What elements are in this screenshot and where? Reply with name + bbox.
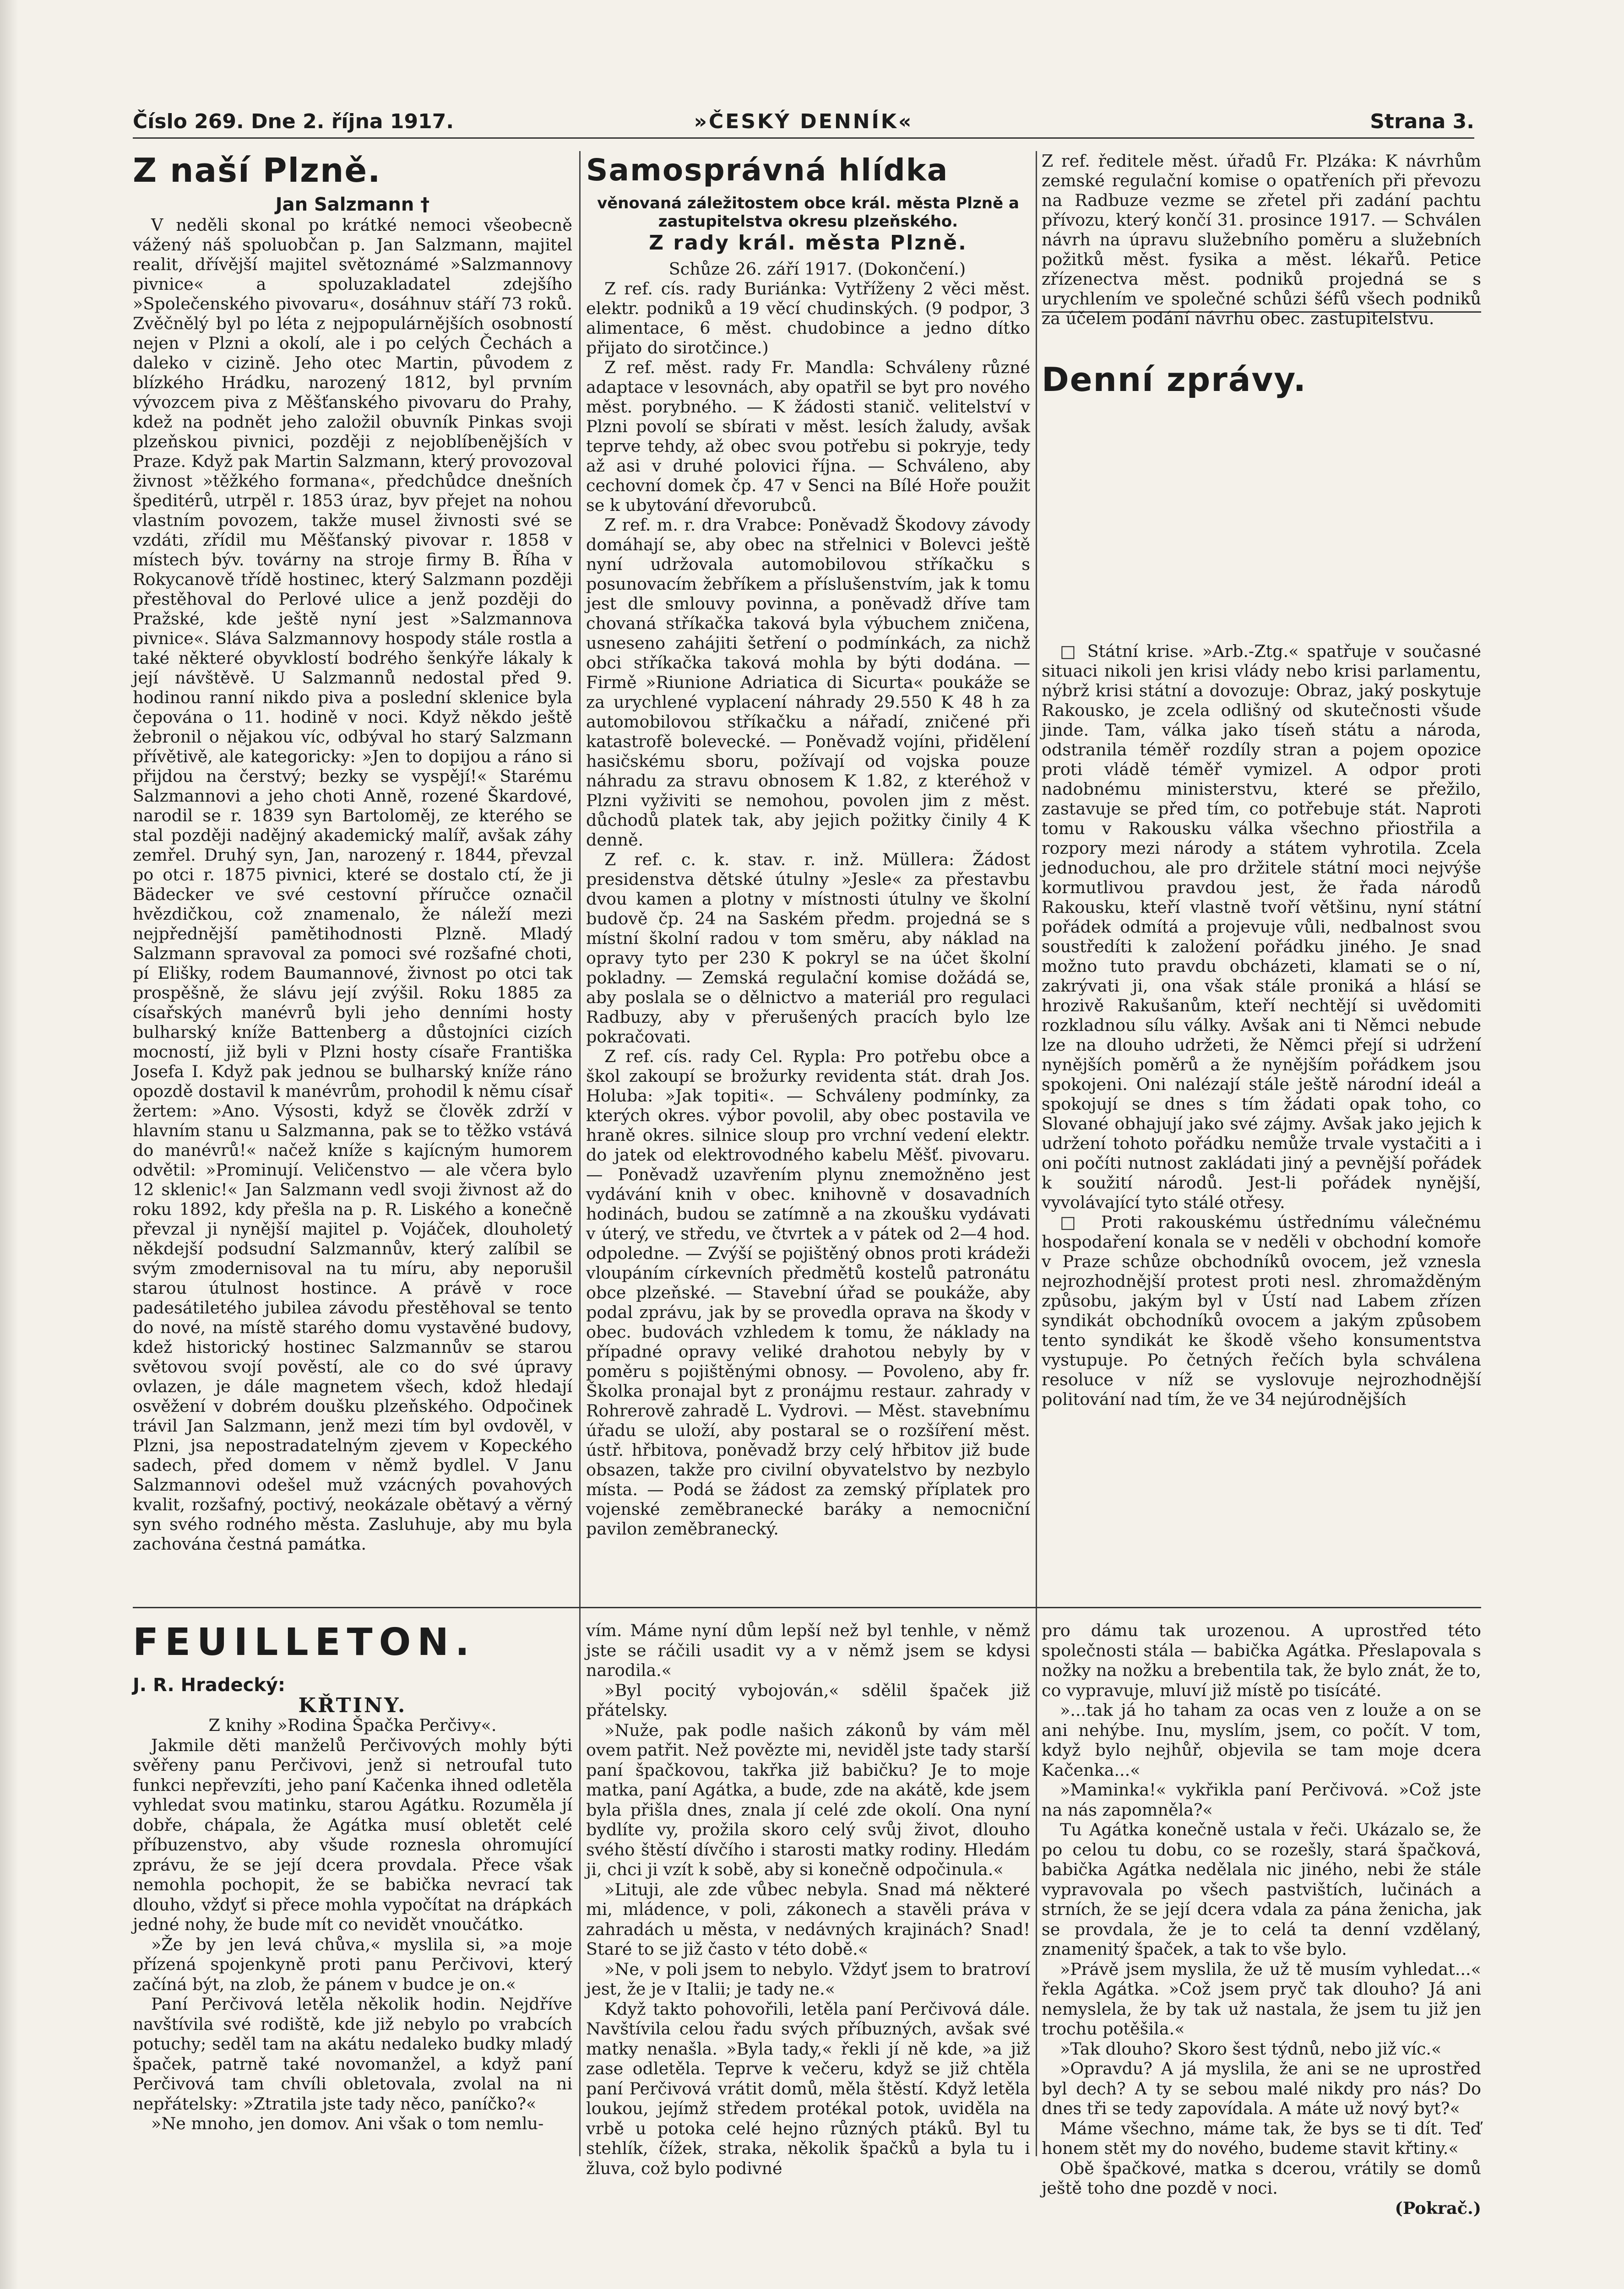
story-paragraph: pro dámu tak urozenou. A uprostřed této společnosti stála — babička Agátka. Přeslapovala s nožky na nožku a brebentila tak, že bylo znát, že to, co vypravuje, mluví již místě po tisícáté. xyxy=(1042,1621,1481,1700)
story-paragraph: Paní Perčivová letěla několik hodin. Nejdříve navštívila své rodiště, kde již nebylo po vrabcích potuchy; seděl tam na akátu nedaleko budky mladý špaček, patrně také novomanžel, a když paní Perčivová tam chvíli obletovala, zvolal na ni nepřátelsky: »Ztratila jste tady něco, paníčko?« xyxy=(133,1994,572,2114)
column-daily-news xyxy=(1042,151,1481,1595)
story-paragraph: »Tak dlouho? Skoro šest týdnů, nebo již víc.« xyxy=(1060,2039,1442,2059)
story-paragraph: »Že by jen levá chůva,« myslila si, »a moje přízená spojenkyně proti panu Perčivovi, který začíná být, na zlob, že pánem v budce je on.« xyxy=(133,1934,572,1994)
story-paragraph: »Opravdu? A já myslila, že ani se ne uprostřed byl dech? A ty se sebou malé nikdy pro nás? Do dnes tři se tedy zapovídala. A máte už nový byt?« xyxy=(1042,2059,1481,2118)
story-paragraph: Jakmile děti manželů Perčivových mohly býti svěřeny panu Perčivovi, jenž si netroufal tuto funkci nepřevzíti, jeho paní Kačenka ihned odletěla vyhledat svou matinku, starou Agátku. Rozuměla jí dobře, chápala, že Agátka musí obletět celé příbuzenstvo, aby všude roznesla ohromující zprávu, že se její dcera provdala. Přece však nemohla pochopit, že se babička nevrací tak dlouho, vždyť si přece mohla vypočítat na drápkách jedné nohy, že bude mít co nevidět vnoučátko. xyxy=(133,1735,572,1934)
story-paragraph: »Lituji, ale zde vůbec nebyla. Snad má některé mi, mládence, v poli, zákonech a stavěli práva v zahradách u města, v nedávných krajinách? Snad! Staré to se již často v této době.« xyxy=(586,1879,1030,1959)
story-paragraph: »...tak já ho taham za ocas ven z louže a on se ani nehýbe. Inu, myslím, jsem, co počít. V tom, když bylo nejhůř, objevila se tam moje dcera Kačenka...« xyxy=(1042,1700,1481,1780)
story-paragraph: »Právě jsem myslila, že už tě musím vyhledat...« řekla Agátka. »Což jsem pryč tak dlouho? Já ani nemyslela, že by tak už nastala, že jsem tu již jen trochu potěšila.« xyxy=(1042,1959,1481,2039)
report-paragraph: Z ref. cís. rady Cel. Rypla: Pro potřebu obce a škol zakoupí se brožurky revidenta stát. drah Jos. Holuba: »Jak topiti«. — Schváleny podmínky, za kterých okres. výbor povolil, aby obec postavila ve hraně okres. silnice sloup pro vrchní vedení elektr. do jatek od elektrovodného kabelu Měšť. pivovaru. — Poněvadž uzavřením plynu znemožněno jest vydávání knih v obec. knihovně v dosavadních hodinách, budou se zatímně a na zkoušku vydávati v úterý, ve středu, ve čtvrtek a v pátek od 2—4 hod. odpoledne. — Zvýší se pojištěný obnos proti krádeži vloupáním církevních předmětů kostelů patronátu obce plzeňské. — Stavební úřad se poukáže, aby podal zprávu, jak by se provedla oprava na škody v obec. budovách vzhledem k tomu, že náklady na případné opravy veliké drahotou nebyly by v poměru s pojištěnými obnosy. — Povoleno, aby fr. Školka pronajal byt z pronájmu restaur. zahrady v Rohrerově zahradě L. Vydrovi. — Měst. stavebnímu úřadu se uloží, aby postaral se o rozšíření měst. ústř. hřbitova, poněvadž brzy celý hřbitov již bude obsazen, takže pro civilní obyvatelstvo by nezbylo místa. — Podá se žádost za zemský příplatek pro vojenské zeměbranecké baráky a nemocniční pavilon zeměbranecký. xyxy=(586,1047,1030,1539)
feuilleton-column-1 xyxy=(133,1676,572,2152)
story-title: KŘTINY. xyxy=(298,1693,407,1717)
story-paragraph: Tu Agátka konečně ustala v řeči. Ukázalo se, že po celou tu dobu, co se rozešly, stará špačková, babička Agátka nedělala nic jiného, nebi že stále vypravovala po všech pastvištích, lučinách a strních, že se její dcera vdala za pána ženicha, jak se provdala, že je to celá ta denní vzdělaný, znamenitý špaček, a tak to vše bylo. xyxy=(1042,1820,1481,1959)
page-edge xyxy=(0,0,18,2289)
story-paragraph: Obě špačkové, matka s dcerou, vrátily se domů ještě toho dne pozdě v noci. xyxy=(1042,2158,1481,2198)
council-heading: Z rady král. města Plzně. xyxy=(649,231,967,255)
page-number: Strana 3. xyxy=(1370,110,1474,133)
column-rule-1 xyxy=(579,151,581,2156)
feuilleton-rule xyxy=(133,1607,1481,1608)
report-paragraph: Z ref. c. k. stav. r. inž. Müllera: Žádost presidenstva dětské útulny »Jesle« za přestavbu dvou kamen a plotny v místnosti útulny ve školní budově čp. 24 na Saském předm. projedná se s místní školní radou v tom směru, aby náklad na opravy tyto per 230 K pokryl se na účet školní pokladny. — Zemská regulační komise dožádá se, aby poslala se o dělnictvo a materiál pro regulaci Radbuzy, aby v přerušených pracích bylo lze pokračovati. xyxy=(586,850,1030,1047)
obituary-heading: Jan Salzmann † xyxy=(275,194,430,215)
section-subtitle: věnovaná záležitostem obce král. města Plzně a zastupitelstva okresu plzeňského. xyxy=(597,194,1019,231)
issue-date: Číslo 269. Dne 2. října 1917. xyxy=(133,110,454,133)
report-paragraph: Z ref. cís. rady Buriánka: Vytříženy 2 věci měst. elektr. podniků a 19 věcí chudinských. (9 podpor, 3 alimentace, 6 měst. chudobince a jedno dítko přijato do sirotčince.) xyxy=(586,279,1030,358)
story-paragraph: »Byl pocitý vybojován,« sdělil špaček již přátelsky. xyxy=(586,1680,1030,1720)
obituary-text: V neděli skonal po krátké nemoci všeobecně vážený náš spoluobčan p. Jan Salzmann, majitel realit, dřívější majitel světoznámé »Salzmannovy pivnice« a spoluzakladatel zdejšího »Společenského pivovaru«, dosáhnuv stáří 73 roků. Zvěčnělý byl po léta z nejpopulárnějších osobností nejen v Plzni a okolí, ale i po celých Čechách a daleko v cizině. Jeho otec Martin, původem z blízkého Hrádku, narozený 1812, byl prvním vývozcem piva z Měšťanského pivovaru do Prahy, kdež na podnět jeho založil obuvník Pinkas svoji plzeňskou pivnici, později z nejoblíbenějších v Praze. Když pak Martin Salzmann, který provozoval živnost »těžkého formana«, předchůdce dnešních špeditérů, utrpěl r. 1853 úraz, byv přejet na nohou vlastním povozem, takže musel živnosti své se vzdáti, zřídil mu Měšťanský pivovar r. 1858 v místech býv. továrny na stroje firmy B. Říha v Rokycanově třídě hostinec, který Salzmann později přestěhoval do Perlové ulice a jenž později do Pražské, kde ještě nyní jest »Salzmannova pivnice«. Sláva Salzmannovy hospody stále rostla a také některé obyvklostí bodrého šenkýře lákaly k její návštěvě. U Salzmannů nedostal před 9. hodinou ranní nikdo piva a poslední sklenice byla čepována o 11. hodině v noci. Když někdo ještě žebronil o nějakou víc, odbýval ho starý Salzmann přívětivě, ale kategoricky: »Jen to dopijou a ráno si přijdou na čerstvý; bezky se vyspějí!« Starému Salzmannovi a jeho choti Anně, rozené Škardové, narodil se r. 1839 syn Bartoloměj, ze kterého se stal později nadějný akademický malíř, avšak záhy zemřel. Druhý syn, Jan, narozený r. 1844, převzal po otci r. 1875 pivnici, které se dostalo ctí, že ji Bädecker ve své cestovní příručce označil hvězdičkou, což znamenalo, že náleží mezi nejpřednější pamětihodnosti Plzně. Mladý Salzmann spravoval za pomoci své rozšafné choti, pí Elišky, rodem Baumannové, živnost po otci tak prospěšně, že slávu její zvýšil. Roku 1885 za císařských manévrů byli jeho denními hosty bulharský kníže Battenberg a důstojníci cizích mocností, již byli v Plzni hosty císaře Františka Josefa I. Když pak jednou se bulharský kníže ráno opozdě dostavil k manévrům, prohodil k němu císař žertem: »Ano. Výsosti, když se člověk zdrží v hlavním stanu u Salzmanna, pak se to těžko vstává do manévrů!« načež kníže s kajícným humorem odvětil: »Prominují. Veličenstvo — ale včera bylo 12 sklenic!« Jan Salzmann vedl svoji živnost až do roku 1892, kdy přešla na p. R. Liského a konečně převzal ji nynější majitel p. Vojáček, dlouholetý někdejší podsudní Salzmannův, který zalíbil se svým zmodernisoval na tu míru, aby neporušil starou útulnost hostince. A právě v roce padesátiletého jubilea závodu přestěhoval se tento do nové, na místě starého domu vystavěné budovy, kdež historický hostinec Salzmannův se starou světovou svojí pověstí, ale co do své úpravy ovlazen, je dále magnetem všech, kdož hledají osvěžení v dobrém doušku plzeňského. Odpočinek trávil Jan Salzmann, jenž mezi tím byl ovdověl, v Plzni, jsa nepostradatelným zjevem v Kopeckého sadech, před domem v němž bydlel. V Janu Salzmannovi odešel muž vzácných povahových kvalit, rozšafný, poctivý, neokázale obětavý a věrný syn svého rodného města. Zasluhuje, aby mu byla zachována čestná památka. xyxy=(133,215,572,1554)
news-paragraph: □ Proti rakouskému ústřednímu válečnému hospodaření konala se v neděli v obchodní komoře v Praze schůze obchodníků ovocem, jež vznesla nejrozhodnější protest proti nesl. zhromažděným způsobu, jakým byl v Ústí nad Labem zřízen syndikát obchodníků ovocem a jakým způsobem tento syndikát ke škodě všeho konsumentstva vystupuje. Po četných řečích byla schválena resoluce v níž se vyslovuje nejrozhodnější politování nad tím, že ve 34 nejúrodnějších xyxy=(1042,1212,1481,1409)
story-source: Z knihy »Rodina Špačka Perčivy«. xyxy=(208,1715,497,1735)
story-paragraph: Máme všechno, máme tak, že bys se ti dít. Teď honem stět my do nového, budeme stavit křtiny.« xyxy=(1042,2118,1481,2158)
column-local-news xyxy=(133,151,572,1595)
masthead xyxy=(133,110,1474,139)
story-paragraph: »Ne, v poli jsem to nebylo. Vždyť jsem to bratroví jest, že je v Italii; je tady ne.« xyxy=(586,1959,1030,1999)
feuilleton-column-3 xyxy=(1042,1621,1481,2218)
column-rule-2 xyxy=(1036,151,1037,2156)
report-paragraph: Z ref. měst. rady Fr. Mandla: Schváleny různé adaptace v lesovnách, aby opatřil se byt pro nového měst. porybného. — K žádosti stanič. velitelství v Plzni povolí se sbírati v měst. lesích žaludy, avšak teprve tehdy, až obec svou potřebu si pokryje, tedy až asi v druhé polovici října. — Schváleno, aby cechovní domek čp. 47 v Senci na Bílé Hoře použit se k ubytování dřevorubců. xyxy=(586,358,1030,515)
report-paragraph-continued: Z ref. ředitele měst. úřadů Fr. Plzáka: K návrhům zemské regulační komise o opatřeních při převozu na Radbuze vezme se zřetel při zadání pachtu přívozu, který končí 31. prosince 1917. — Schválen návrh na úpravu služebního poměru a služebních požitků měst. fysika a měst. lékařů. Petice zřízenectva měst. podniků projedná se s urychlením ve společné schůzi šéfů všech podniků za účelem podání návrhu obec. zastupitelstvu. xyxy=(1042,151,1481,328)
continued-note: (Pokrač.) xyxy=(1395,2198,1481,2218)
section-title-plzen: Z naší Plzně. xyxy=(133,151,381,190)
story-paragraph: »Maminka!« vykřikla paní Perčivová. »Což jste na nás zapomněla?« xyxy=(1042,1780,1481,1820)
feuilleton-title: FEUILLETON. xyxy=(133,1621,476,1664)
story-paragraph: vím. Máme nyní dům lepší než byl tenhle, v němž jste se ráčili usadit vy a v němž jsem se kdysi narodila.« xyxy=(586,1621,1030,1680)
news-paragraph: □ Státní krise. »Arb.-Ztg.« spatřuje v současné situaci nikoli jen krisi vlády nebo krisi parlamentu, nýbrž krisi státní a dovozuje: Obraz, jaký poskytuje Rakousko, je zcela odlišný od skutečnosti všude jinde. Tam, válka jako tíseň státu a národa, odstranila téměř rozdíly stran a pojem opozice proti vládě téměř vymizel. A odpor proti nadobnému ministerstvu, které se přežilo, zastavuje se před tím, co potřebuje stát. Naproti tomu v Rakousku válka všechno přiostřila a rozpory mezi národy a státem vyhrotila. Zcela jednoduchou, ale pro držitele státní moci nejvýše kormutlivou pravdou jest, že řada národů Rakousku, kteří vlastně tvoří většinu, nyní státní pořádek odmítá a projevuje vůli, nedbalnost svou soustředíti k založení pořádku jiného. Je snad možno tuto pravdu obcházeti, klamati se o ní, zakrývati ji, ona však stále proniká a hlásí se hrozivě Rakušanům, kteří nechtějí si uvědomiti rozkladnou sílu války. Avšak ani ti Němci nebude lze na dlouho udržeti, že Němci přejí si udržení nynějších poměrů a že nynějším pořádkem jsou spokojeni. Oni nalézají stále ještě národní ideál a spokojují se dnes s tím žádati opak toho, co Slované obhajují jako své zájmy. Avšak jako jejich k udržení tohoto pořádku nemůže trvale vystačiti a i oni počíti nutnost zakládati jiný a pevnější pořádek k soužití národů. Jest-li pořádek nynější, vyvolávající tyto stálé otřesy. xyxy=(1042,641,1481,1212)
story-paragraph: Když takto pohovořili, letěla paní Perčivová dále. Navštívila celou řadu svých příbuzných, avšak své matky nenašla. »Byla tady,« řekli jí ně kde, »a již zase odletěla. Teprve k večeru, když se již chtěla paní Perčivová vrátit domů, měla štěstí. Když letěla loukou, jejímž středem protékal potok, uviděla na vrbě u potoka celé hejno různých ptáků. Byl tu stehlík, čížek, straka, několik špačků a byla tu i žluva, což bylo podivné xyxy=(586,1999,1030,2178)
report-paragraph: Z ref. m. r. dra Vrabce: Poněvadž Škodovy závody domáhají se, aby obec na střelnici v Bolevci ještě nyní udržovala automobilovou stříkačku s posunovacím žebříkem a příslušenstvím, jak k tomu jest dle smlouvy povinna, a poněvadž dříve tam chovaná stříkačka taková byla výbuchem zničena, usneseno zahájiti šetření o podmínkách, za nichž obci stříkačka taková mohla by býti dodána. — Firmě »Riunione Adriatica di Sicurta« poukáže se za urychlené vyplacení náhrady 29.550 K 48 h za automobilovou stříkačku a nářadí, zničené při katastrofě bolevecké. — Poněvadž vojíni, přidělení hasičskému sboru, požívají od vojska pouze náhradu za stravu obnosem K 1.82, z kteréhož v Plzni vyživiti se nemohou, povolen jim z měst. důchodů platek tak, aby jejich požitky činily 4 K denně. xyxy=(586,515,1030,850)
paper-name: »ČESKÝ DENNÍK« xyxy=(694,110,913,133)
session-date: Schůze 26. září 1917. (Dokončení.) xyxy=(668,259,966,279)
column-municipal xyxy=(586,151,1030,1595)
section-title-denni-zpravy: Denní zprávy. xyxy=(1042,360,1307,399)
feuilleton-column-2 xyxy=(586,1621,1030,2178)
feuilleton-author: J. R. Hradecký: xyxy=(133,1675,286,1696)
section-title-samospravna: Samosprávná hlídka xyxy=(586,152,949,188)
story-paragraph: »Nuže, pak podle našich zákonů by vám měl ovem patřit. Než povězte mi, neviděl jste tady starší paní špačkovou, takřka již babičku? Je to moje matka, paní Agátka, a bude, zde na akátě, kde jsem byla přišla dnes, znala jí celé zde okolí. Ona nyní bydlíte vy, prožila skoro celý svůj život, dlouho svého štěstí dívčího i starosti matky rodiny. Hledám ji, chci ji vzít k sobě, aby si konečně odpočinula.« xyxy=(586,1720,1030,1879)
story-paragraph: »Ne mnoho, jen domov. Ani však o tom nemlu- xyxy=(151,2114,544,2133)
